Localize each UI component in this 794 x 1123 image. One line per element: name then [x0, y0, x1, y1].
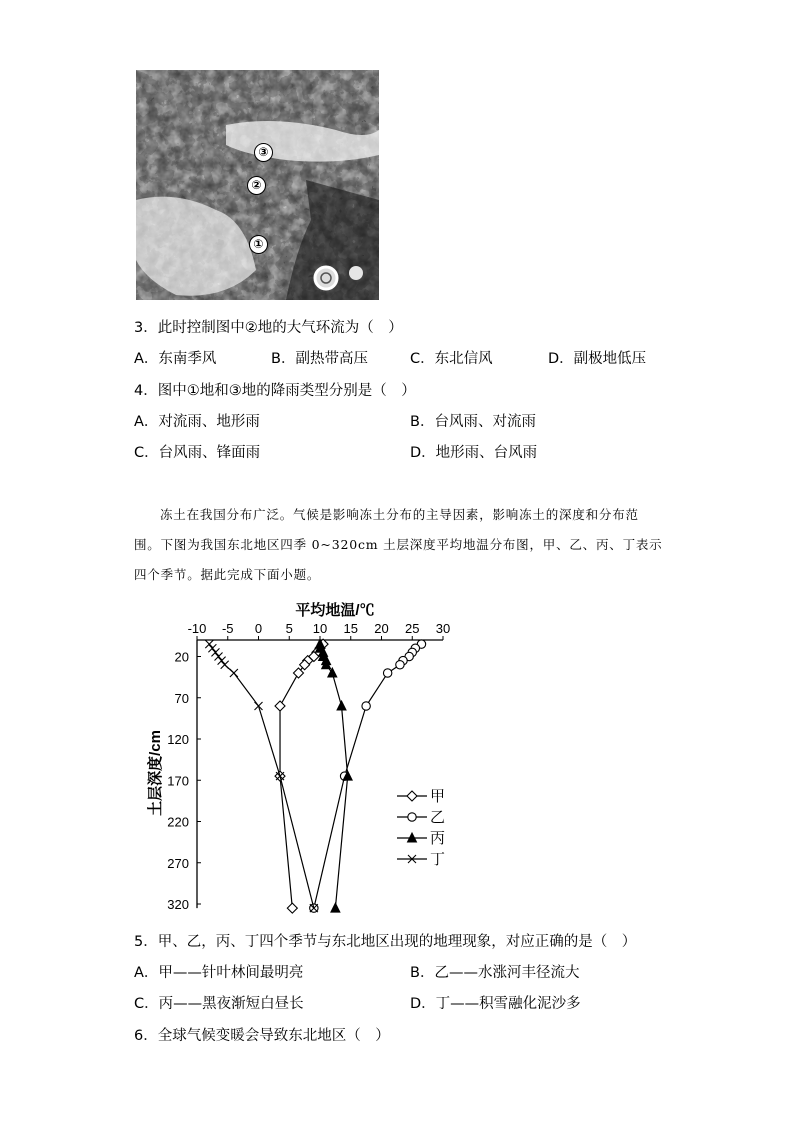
series-line	[314, 644, 422, 908]
x-tick-label: 30	[435, 621, 451, 636]
y-tick-label: 220	[167, 814, 189, 830]
legend-label: 丁	[430, 851, 446, 868]
question-5-option-d[interactable]: D．丁——积雪融化泥沙多	[410, 996, 581, 1012]
legend-label: 甲	[430, 788, 446, 805]
y-tick-label: 170	[167, 773, 189, 789]
series-0	[275, 639, 445, 913]
series-2	[316, 639, 446, 912]
region-label-2: ②	[247, 176, 266, 195]
question-4-option-d[interactable]: D．地形雨、台风雨	[410, 445, 538, 461]
series-1	[310, 640, 445, 912]
question-4-option-c[interactable]: C．台风雨、锋面雨	[134, 445, 261, 461]
x-tick-label: 20	[374, 621, 389, 636]
region-label-1: ①	[249, 235, 268, 254]
data-point-triangle	[331, 903, 340, 912]
series-line	[209, 644, 314, 908]
question-5-option-a[interactable]: A．甲——针叶林间最明亮	[134, 965, 304, 981]
question-3-stem: 3．此时控制图中②地的大气环流为（ ）	[134, 320, 403, 336]
data-point-circle	[383, 669, 391, 677]
data-point-triangle	[337, 701, 346, 710]
y-tick-label: 20	[174, 649, 189, 665]
question-4-option-a[interactable]: A．对流雨、地形雨	[134, 414, 260, 430]
legend-label: 乙	[430, 809, 446, 826]
x-tick-label: 0	[254, 621, 263, 636]
question-6-stem: 6．全球气候变暖会导致东北地区（ ）	[134, 1028, 390, 1044]
passage-line-3: 四个季节。据此完成下面小题。	[134, 567, 321, 582]
question-5-option-b[interactable]: B．乙——水涨河丰径流大	[410, 965, 580, 981]
data-point-diamond	[275, 701, 285, 711]
y-tick-label: 270	[167, 855, 189, 871]
data-point-circle	[396, 661, 404, 669]
series-3	[205, 640, 445, 912]
satellite-cloud-image	[136, 70, 379, 300]
data-point-circle	[362, 702, 370, 710]
data-point-diamond	[407, 791, 417, 801]
y-axis-title: 土层深度/cm	[147, 730, 164, 816]
x-tick-label: 25	[405, 621, 420, 636]
question-5-option-c[interactable]: C．丙——黑夜渐短白昼长	[134, 996, 304, 1012]
y-tick-label: 320	[167, 897, 189, 912]
y-tick-label: 120	[167, 732, 189, 747]
data-point-circle	[408, 813, 416, 821]
question-5-stem: 5．甲、乙，丙、丁四个季节与东北地区出现的地理现象，对应正确的是（ ）	[134, 934, 637, 950]
x-axis-title: 平均地温/℃	[295, 602, 375, 619]
question-3-option-b[interactable]: B．副热带高压	[271, 351, 368, 367]
question-4-stem: 4．图中①地和③地的降雨类型分别是（ ）	[134, 383, 416, 399]
series-line	[280, 644, 323, 908]
passage-line-1: 冻土在我国分布广泛。气候是影响冻土分布的主导因素，影响冻土的深度和分布范	[160, 507, 639, 522]
region-label-3: ③	[254, 143, 273, 162]
y-tick-label: 70	[174, 690, 189, 706]
passage-line-2: 围。下图为我国东北地区四季 0~320cm 土层深度平均地温分布图，甲、乙、丙、丁表示	[134, 537, 663, 552]
x-tick-label: 10	[312, 621, 328, 636]
x-tick-label: 5	[285, 621, 293, 636]
data-point-diamond	[287, 903, 297, 913]
x-tick-label: -5	[221, 621, 234, 636]
data-point-diamond	[293, 668, 303, 678]
question-3-option-a[interactable]: A．东南季风	[134, 351, 217, 367]
question-3-option-d[interactable]: D．副极地低压	[548, 351, 647, 367]
question-4-option-b[interactable]: B．台风雨、对流雨	[410, 414, 536, 430]
question-3-option-c[interactable]: C．东北信风	[410, 351, 493, 367]
passage	[134, 500, 664, 590]
soil-temperature-chart	[140, 598, 460, 918]
legend-label: 丙	[430, 830, 446, 847]
x-tick-label: -10	[187, 621, 207, 636]
x-tick-label: 15	[343, 621, 358, 636]
